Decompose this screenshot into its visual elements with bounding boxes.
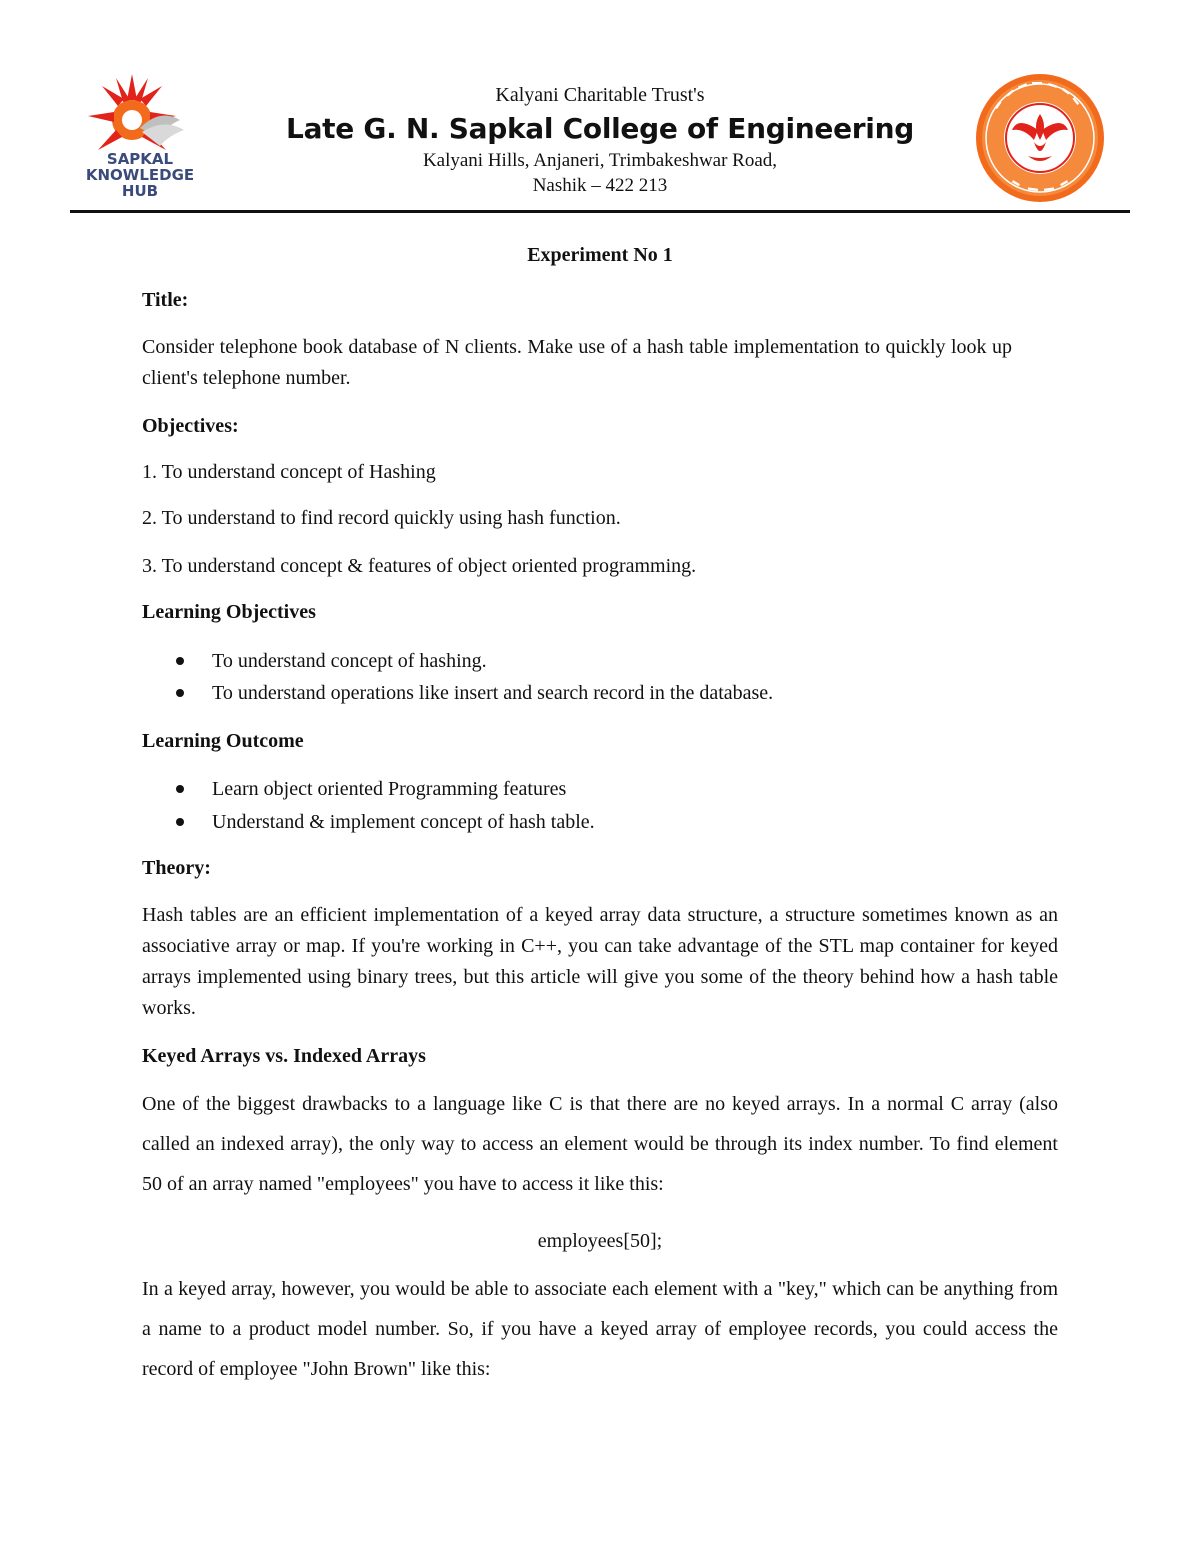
keyed-arrays-label: Keyed Arrays vs. Indexed Arrays	[142, 1045, 426, 1067]
learning-objectives-label: Learning Objectives	[142, 601, 316, 623]
bullet-icon	[176, 785, 184, 793]
title-label: Title:	[142, 289, 189, 311]
bullet-icon	[176, 689, 184, 697]
bullet-icon	[176, 818, 184, 826]
logo-text-sapkal: SAPKAL	[106, 150, 174, 168]
address-line-2: Nashik – 422 213	[532, 175, 668, 196]
objective-item-1: 1. To understand concept of Hashing	[142, 461, 436, 483]
sapkal-knowledge-hub-logo	[80, 72, 200, 207]
keyed-arrays-text: One of the biggest drawbacks to a language like C is that there are no keyed arrays. In a normal C array (also called an indexed array), the only way to access an element would be through its index number. To find element 50 of an array named "employees" you have to access it like this:	[142, 1093, 1058, 1195]
theory-text: Hash tables are an efficient implementation of a keyed array data structure, a structure sometimes known as an associative array or map. If you're working in C++, you can take advantage of the STL map container for keyed arrays implemented using binary trees, but this article will give you some of the theory behind how a hash table works.	[142, 904, 1058, 1019]
learning-outcome-item-1: Learn object oriented Programming features	[212, 778, 567, 800]
objectives-label: Objectives:	[142, 415, 239, 437]
logo-text-knowledge: KNOWLEDGE	[85, 166, 195, 184]
header-divider	[70, 210, 1130, 213]
learning-outcome-item-2: Understand & implement concept of hash table.	[212, 811, 595, 833]
objective-item-3: 3. To understand concept & features of object oriented programming.	[142, 555, 697, 577]
learning-objective-item-2: To understand operations like insert and search record in the database.	[212, 682, 774, 704]
keyed-arrays-text-2: In a keyed array, however, you would be able to associate each element with a "key," which can be anything from a name to a product model number. So, if you have a keyed array of employee records, you could access the record of employee "John Brown" like this:	[142, 1278, 1058, 1380]
objective-item-2: 2. To understand to find record quickly using hash function.	[142, 507, 621, 529]
sunburst-icon	[88, 74, 184, 150]
code-example: employees[50];	[537, 1230, 663, 1252]
address-line-1: Kalyani Hills, Anjaneri, Trimbakeshwar Road,	[422, 150, 778, 171]
college-seal-logo	[972, 70, 1108, 206]
theory-label: Theory:	[142, 857, 211, 879]
title-text: Consider telephone book database of N clients. Make use of a hash table implementation to quickly look up client's telephone number.	[142, 336, 1012, 389]
logo-text-hub: HUB	[121, 182, 159, 200]
college-name: Late G. N. Sapkal College of Engineering	[286, 112, 914, 145]
learning-outcome-label: Learning Outcome	[142, 730, 304, 752]
learning-objective-item-1: To understand concept of hashing.	[212, 650, 487, 672]
trust-name: Kalyani Charitable Trust's	[495, 84, 705, 106]
bullet-icon	[176, 657, 184, 665]
experiment-heading: Experiment No 1	[527, 244, 673, 266]
